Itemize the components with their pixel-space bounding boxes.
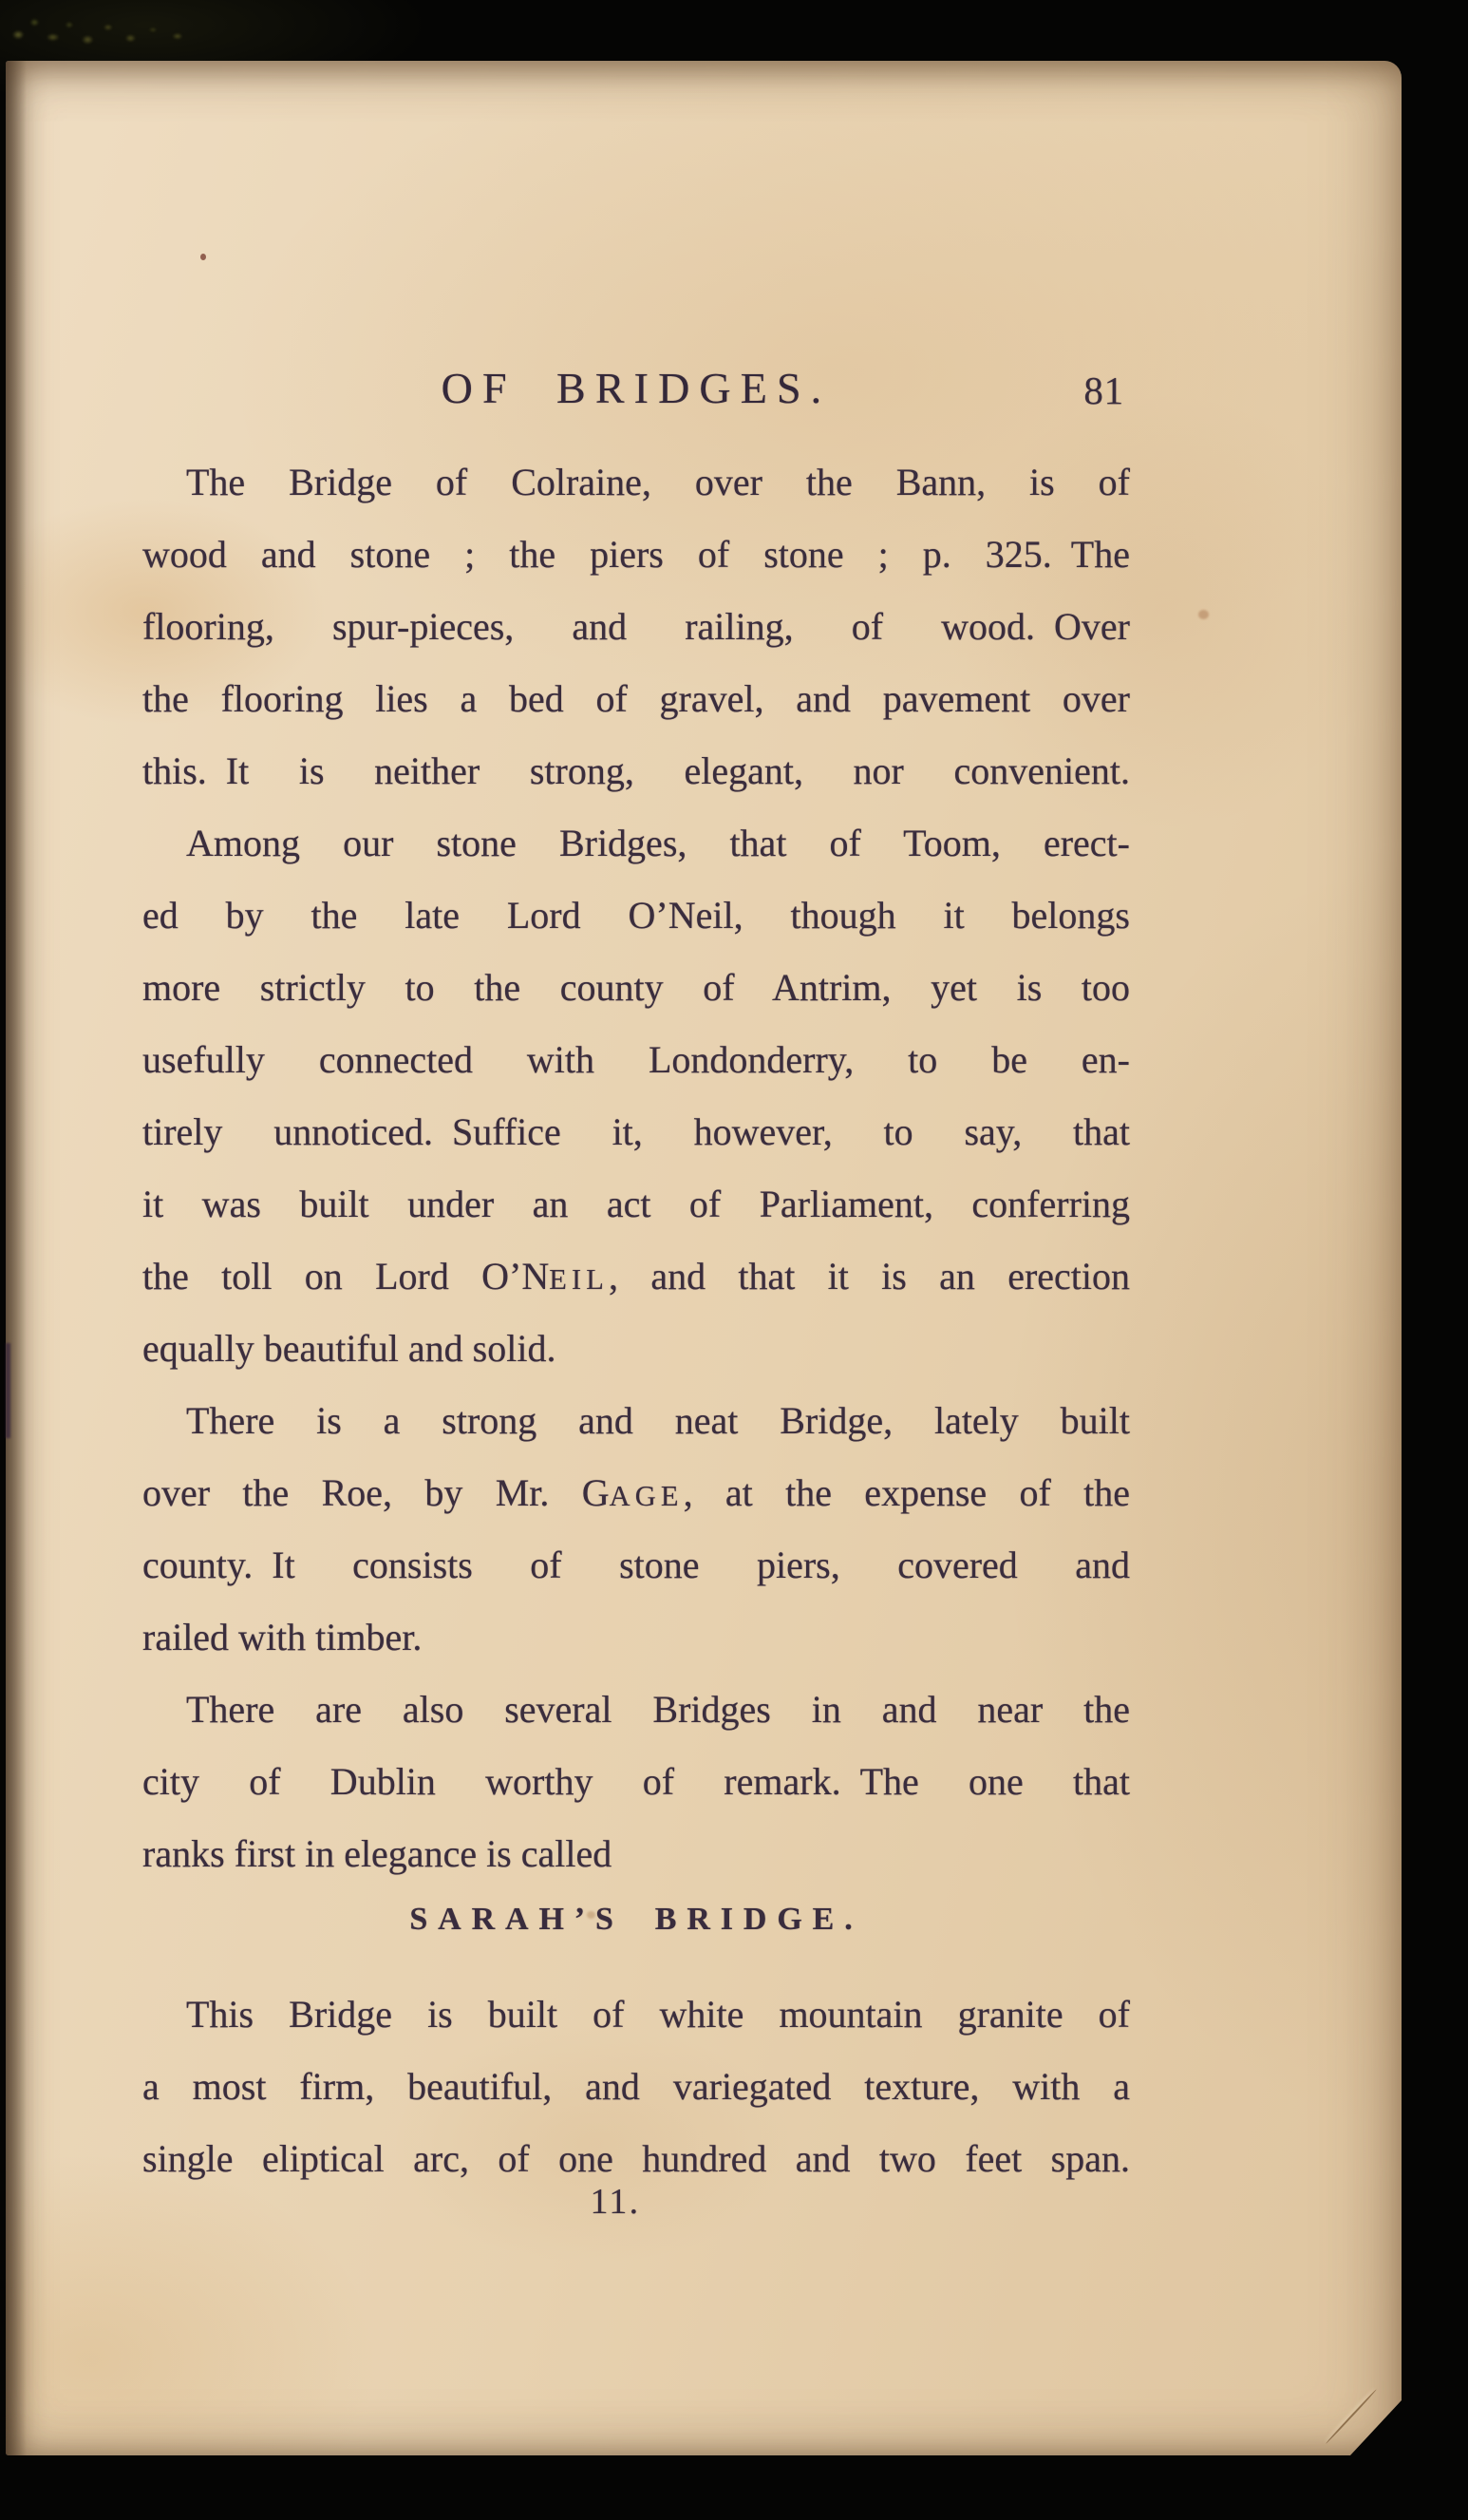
text-segment: , at the expense of the — [683, 1471, 1130, 1514]
text-segment: , and that it is an erection — [609, 1255, 1130, 1298]
text-line: This Bridge is built of white mountain granite of — [186, 1993, 1130, 2036]
page-edge-mark — [6, 1343, 10, 1438]
binding-shadow — [6, 61, 27, 2455]
text-line: equally beautiful and solid. — [142, 1327, 556, 1370]
text-line — [142, 1241, 1130, 1313]
binding-edge-speckle — [2, 8, 206, 57]
text-line: more strictly to the county of Antrim, yet is too — [142, 966, 1130, 1009]
text-line — [142, 1457, 1130, 1529]
text-line: flooring, spur-pieces, and railing, of wood. Over — [142, 605, 1130, 648]
text-line: this. It is neither strong, elegant, nor convenient. — [142, 749, 1130, 792]
text-line: wood and stone ; the piers of stone ; p. 325. The — [142, 533, 1130, 576]
smallcaps-name-oneil: EIL — [549, 1263, 610, 1296]
text-line: tirely unnoticed. Suffice it, however, to say, that — [142, 1110, 1130, 1153]
text-line: The Bridge of Colraine, over the Bann, is of — [186, 461, 1130, 503]
text-line: There are also several Bridges in and near the — [186, 1688, 1130, 1731]
text-line: railed with timber. — [142, 1616, 423, 1658]
text-line: Among our stone Bridges, that of Toom, erect- — [186, 822, 1130, 864]
text-line: the flooring lies a bed of gravel, and pavement over — [142, 677, 1130, 720]
paragraph-dublin-bridges — [142, 1674, 1130, 1890]
running-title: OF BRIDGES. — [441, 364, 832, 412]
paragraph-colraine-bridge — [142, 446, 1130, 807]
page-header — [142, 363, 1130, 422]
section-heading-sarahs-bridge: SARAH’S BRIDGE. — [409, 1902, 863, 1937]
text-line: ed by the late Lord O’Neil, though it belongs — [142, 894, 1130, 937]
text-line: a most firm, beautiful, and variegated texture, with a — [142, 2065, 1130, 2108]
page-number: 81 — [1083, 369, 1124, 412]
paper-stain — [1198, 610, 1209, 619]
paragraph-roe-bridge — [142, 1385, 1130, 1674]
text-line: There is a strong and neat Bridge, lately built — [186, 1399, 1130, 1442]
smallcaps-name-gage: AGE — [609, 1480, 684, 1512]
book-page — [6, 61, 1402, 2455]
text-line: single eliptical arc, of one hundred and two feet span. — [142, 2137, 1130, 2180]
text-line: ranks first in elegance is called — [142, 1832, 612, 1875]
text-line: it was built under an act of Parliament, conferring — [142, 1183, 1130, 1225]
text-segment: over the Roe, by Mr. G — [142, 1471, 610, 1514]
text-line: city of Dublin worthy of remark. The one that — [142, 1760, 1130, 1803]
page-content — [142, 61, 1130, 2455]
text-line: usefully connected with Londonderry, to be en- — [142, 1038, 1130, 1081]
text-segment: the toll on Lord O’N — [142, 1255, 550, 1298]
text-line: county. It consists of stone piers, covered and — [142, 1544, 1130, 1586]
paragraph-sarahs-bridge — [142, 1979, 1130, 2195]
paragraph-toom-bridge — [142, 807, 1130, 1385]
signature-mark: 11. — [590, 2182, 641, 2222]
